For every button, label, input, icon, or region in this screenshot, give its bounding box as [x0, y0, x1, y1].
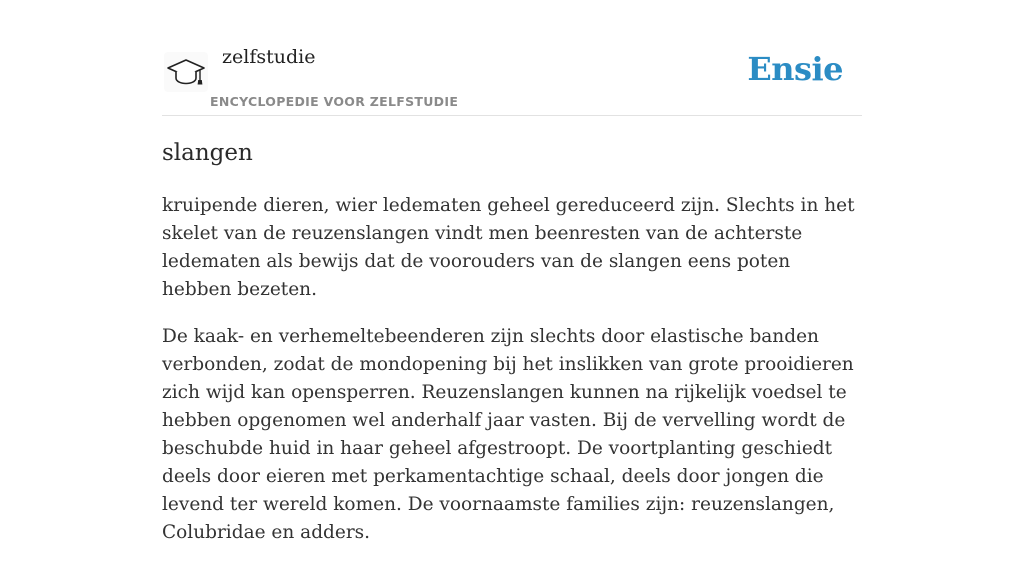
site-tagline: ENCYCLOPEDIE VOOR ZELFSTUDIE: [210, 94, 459, 109]
article-paragraph: De kaak- en verhemeltebeenderen zijn slechts door elastische banden verbonden, zodat de mondopening bij het inslikken van grote prooidieren zich wijd kan opensperren. Reuzenslangen kunnen na rijkelijk voedsel te hebben opgenomen wel anderhalf jaar vasten. Bij de vervelling wordt de beschubde huid in haar geheel afgestroopt. De voortplanting geschiedt deels door eieren met perkamentachtige schaal, deels door jongen die levend ter wereld komen. De voornaamste families zijn: reuzenslangen, Colubridae en adders.: [162, 326, 854, 543]
site-logo-link[interactable]: [164, 52, 208, 92]
article-paragraph: kruipende dieren, wier ledematen geheel gereduceerd zijn. Slechts in het skelet van de reuzenslangen vindt men beenresten van de achterste ledematen als bewijs dat de voorouders van de slangen eens poten hebben bezeten.: [162, 195, 855, 300]
site-header: [162, 0, 862, 116]
article-title: slangen: [162, 140, 253, 166]
site-name[interactable]: zelfstudie: [222, 46, 316, 68]
page-container: [162, 0, 862, 543]
brand-logo[interactable]: Ensie: [747, 50, 843, 88]
graduation-cap-icon: [167, 57, 205, 87]
article-body: [162, 192, 862, 566]
